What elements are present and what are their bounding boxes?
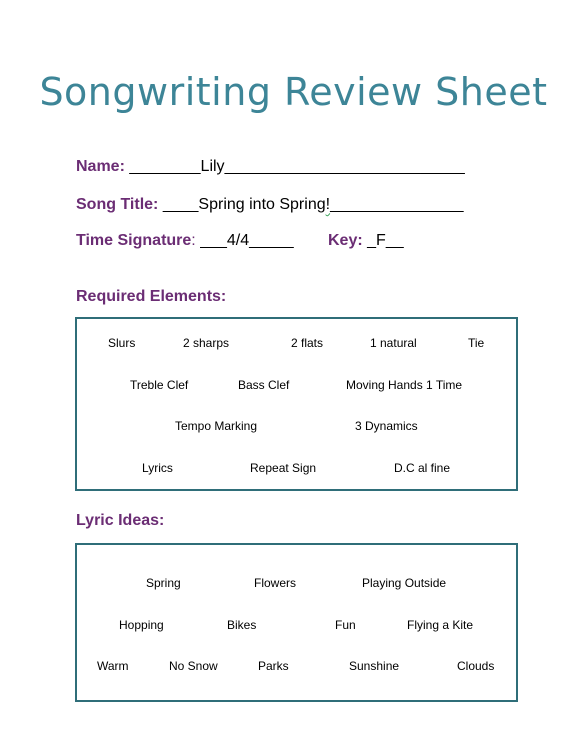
lyric-idea-item: Spring (146, 576, 181, 590)
required-element-item: Tie (468, 336, 485, 350)
required-element-item: 2 flats (291, 336, 324, 350)
key-blank-after: __ (385, 232, 404, 249)
name-label: Name: (76, 158, 125, 175)
lyric-idea-item: Sunshine (349, 659, 400, 673)
time-signature-blank-after: _____ (249, 232, 294, 249)
time-signature-value: 4/4 (226, 232, 250, 249)
key-blank-before: _ (362, 232, 377, 249)
required-element-item: D.C al fine (394, 461, 451, 475)
time-signature-label: Time Signature (76, 232, 192, 249)
required-element-item: Tempo Marking (175, 419, 258, 433)
name-value: Lily (200, 158, 225, 175)
name-blank-before: ________ (124, 158, 201, 175)
required-elements-heading: Required Elements: (76, 288, 227, 305)
required-element-item: 2 sharps (183, 336, 230, 350)
name-field (76, 158, 465, 176)
required-element-item: Bass Clef (238, 378, 290, 392)
page-title: Songwriting Review Sheet (39, 70, 548, 114)
lyric-idea-item: Warm (97, 659, 129, 673)
required-element-item: Lyrics (142, 461, 173, 475)
required-element-item: Repeat Sign (250, 461, 317, 475)
required-element-item: Slurs (108, 336, 136, 350)
time-signature-colon: : (191, 232, 196, 249)
lyric-idea-item: Fun (335, 618, 356, 632)
lyric-idea-item: Flying a Kite (407, 618, 474, 632)
song-title-blank-before: ____ (158, 196, 199, 213)
lyric-idea-item: No Snow (169, 659, 218, 673)
song-title-value-mark: ! (325, 196, 331, 213)
key-label: Key: (328, 232, 363, 249)
key-value: F (376, 232, 386, 249)
time-signature-field (76, 232, 294, 250)
required-element-item: Moving Hands 1 Time (346, 378, 463, 392)
name-blank-after: ___________________________ (224, 158, 465, 175)
song-title-label: Song Title: (76, 196, 159, 213)
time-signature-blank-before: ___ (195, 232, 227, 249)
lyric-ideas-heading: Lyric Ideas: (76, 512, 165, 529)
key-field (328, 232, 404, 250)
song-title-blank-after: _______________ (330, 196, 464, 213)
required-element-item: 3 Dynamics (355, 419, 418, 433)
lyric-idea-item: Parks (258, 659, 289, 673)
lyric-idea-item: Hopping (119, 618, 164, 632)
lyric-idea-item: Playing Outside (362, 576, 447, 590)
required-element-item: 1 natural (370, 336, 417, 350)
lyric-idea-item: Bikes (227, 618, 257, 632)
song-title-value: Spring into Spring (198, 196, 326, 213)
required-element-item: Treble Clef (130, 378, 189, 392)
lyric-idea-item: Clouds (457, 659, 495, 673)
lyric-idea-item: Flowers (254, 576, 297, 590)
song-title-field (76, 196, 464, 214)
